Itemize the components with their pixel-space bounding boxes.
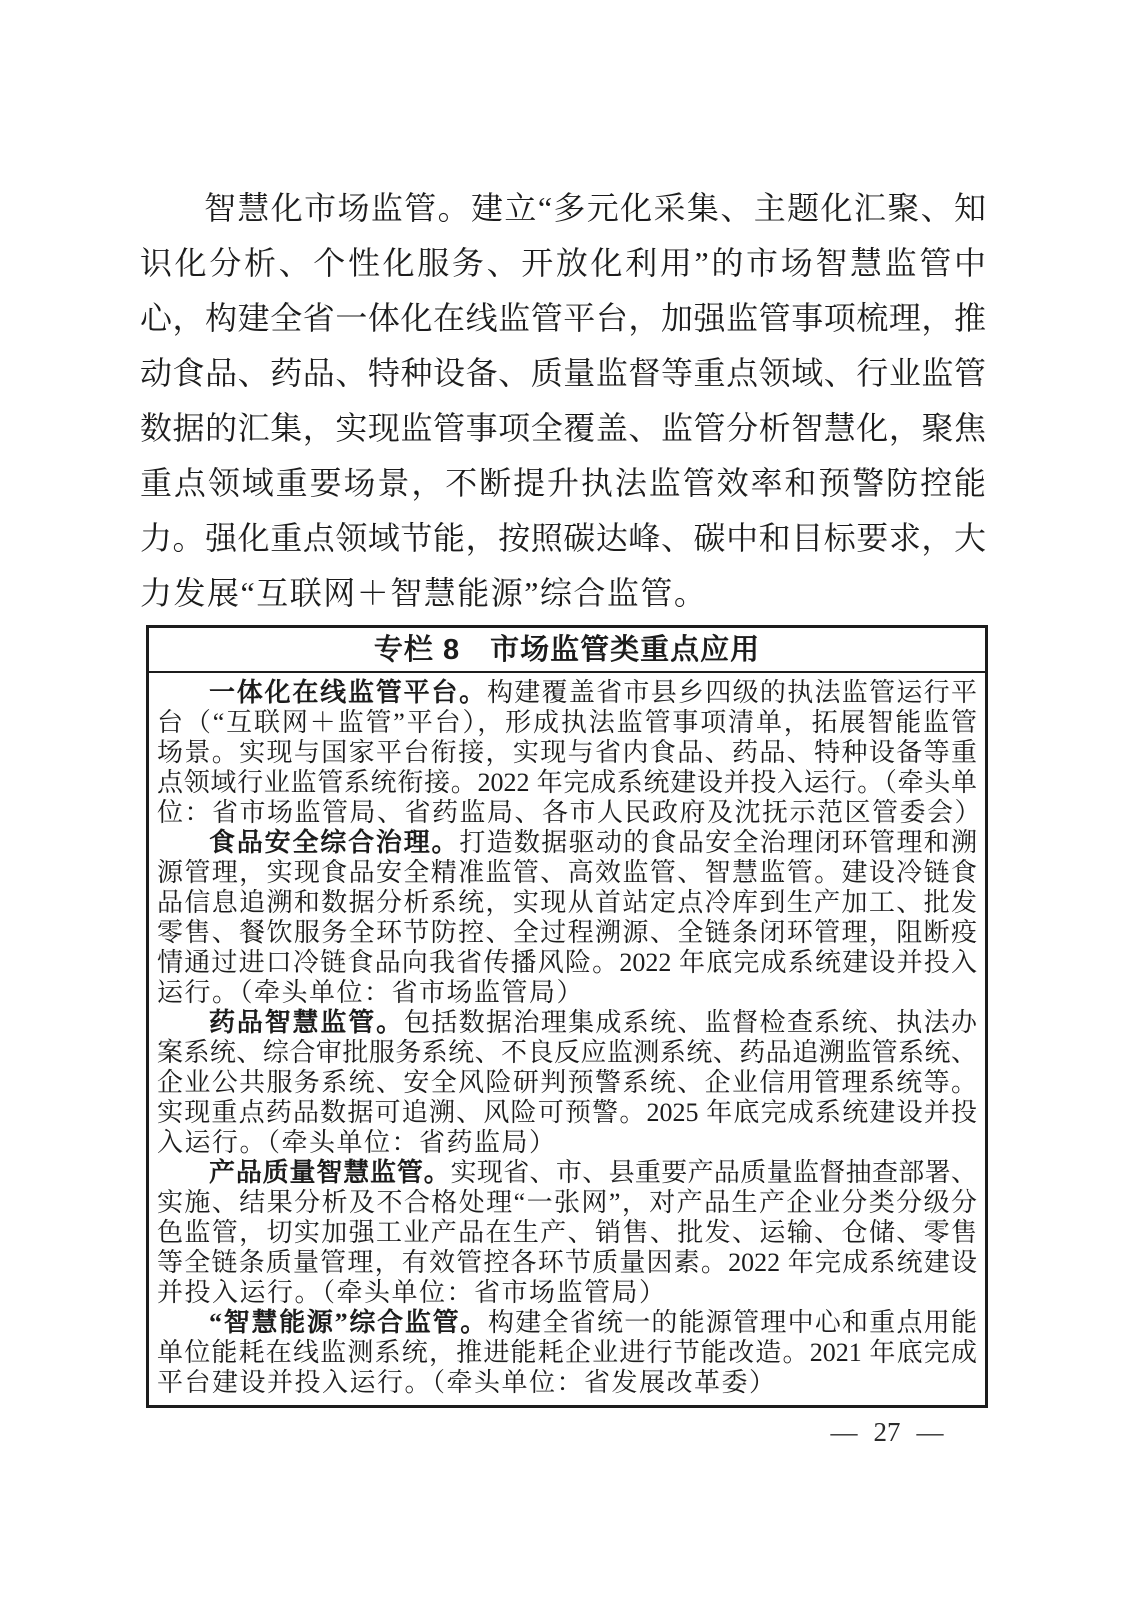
- intro-paragraph: [140, 181, 986, 621]
- intro-text-line: 心，构建全省一体化在线监管平台，加强监管事项梳理，推: [140, 300, 986, 336]
- box-paragraph: [157, 678, 983, 828]
- box-text-line: 平台建设并投入运行。（牵头单位：省发展改革委）: [157, 1368, 777, 1397]
- box-text-line: 并投入运行。（牵头单位：省市场监管局）: [157, 1278, 667, 1307]
- box-text-line: 品信息追溯和数据分析系统，实现从首站定点冷库到生产加工、批发: [157, 888, 977, 917]
- box-text-line: 色监管，切实加强工业产品在生产、销售、批发、运输、仓储、零售: [157, 1218, 977, 1247]
- page-number-dash-right: —: [916, 1417, 944, 1447]
- box-text-line: 情通过进口冷链食品向我省传播风险。2022 年底完成系统建设并投入: [157, 948, 977, 977]
- box-text-line: 一体化在线监管平台。构建覆盖省市县乡四级的执法监管运行平: [209, 678, 977, 707]
- feature-box: [146, 625, 988, 1408]
- box-text-line: 实施、结果分析及不合格处理“一张网”，对产品生产企业分类分级分: [157, 1188, 977, 1217]
- paragraph-bold-lead: 药品智慧监管。: [209, 1008, 404, 1037]
- box-text-line: 食品安全综合治理。打造数据驱动的食品安全治理闭环管理和溯: [209, 828, 977, 857]
- page-number-value: 27: [873, 1417, 901, 1447]
- box-text-line: 位：省市场监管局、省药监局、各市人民政府及沈抚示范区管委会）: [157, 798, 983, 827]
- box-text-line: 单位能耗在线监测系统，推进能耗企业进行节能改造。2021 年底完成: [157, 1338, 977, 1367]
- intro-text-line: 动食品、药品、特种设备、质量监督等重点领域、行业监管: [140, 355, 986, 391]
- box-text-line: 等全链条质量管理，有效管控各环节质量因素。2022 年完成系统建设: [157, 1248, 977, 1277]
- box-text-line: 点领域行业监管系统衔接。2022 年完成系统建设并投入运行。（牵头单: [157, 768, 977, 797]
- box-text-line: 案系统、综合审批服务系统、不良反应监测系统、药品追溯监管系统、: [157, 1038, 977, 1067]
- box-text-line: “智慧能源”综合监管。构建全省统一的能源管理中心和重点用能: [209, 1308, 977, 1337]
- intro-text-line: 识化分析、个性化服务、开放化利用”的市场智慧监管中: [140, 245, 986, 281]
- box-paragraph: [157, 1308, 977, 1398]
- intro-text-line: 力。强化重点领域节能，按照碳达峰、碳中和目标要求，大: [140, 520, 986, 556]
- paragraph-bold-lead: “智慧能源”综合监管。: [209, 1308, 489, 1337]
- box-content: [149, 673, 985, 1405]
- box-paragraph: [157, 828, 977, 1008]
- paragraph-bold-lead: 产品质量智慧监管。: [209, 1158, 451, 1187]
- intro-text-line: 智慧化市场监管。建立“多元化采集、主题化汇聚、知: [204, 190, 986, 226]
- box-text-line: 产品质量智慧监管。实现省、市、县重要产品质量监督抽查部署、: [209, 1158, 977, 1187]
- box-text-line: 药品智慧监管。包括数据治理集成系统、监督检查系统、执法办: [209, 1008, 977, 1037]
- paragraph-bold-lead: 一体化在线监管平台。: [209, 678, 487, 707]
- box-text-line: 台（“互联网＋监管”平台），形成执法监管事项清单，拓展智能监管: [157, 708, 977, 737]
- box-text-line: 运行。（牵头单位：省市场监管局）: [157, 978, 585, 1007]
- paragraph-bold-lead: 食品安全综合治理。: [209, 828, 460, 857]
- intro-text-line: 数据的汇集，实现监管事项全覆盖、监管分析智慧化，聚焦: [140, 410, 986, 446]
- box-paragraph: [157, 1158, 977, 1308]
- box-text-line: 场景。实现与国家平台衔接，实现与省内食品、药品、特种设备等重: [157, 738, 977, 767]
- intro-text-line: 力发展“互联网＋智慧能源”综合监管。: [140, 575, 708, 611]
- page-number-dash-left: —: [830, 1417, 858, 1447]
- box-text-line: 企业公共服务系统、安全风险研判预警系统、企业信用管理系统等。: [157, 1068, 977, 1097]
- page-number: [812, 1417, 962, 1448]
- box-title: 专栏 8 市场监管类重点应用: [149, 628, 985, 673]
- box-text-line: 零售、餐饮服务全环节防控、全过程溯源、全链条闭环管理，阻断疫: [157, 918, 977, 947]
- intro-text-line: 重点领域重要场景，不断提升执法监管效率和预警防控能: [140, 465, 986, 501]
- box-text-line: 入运行。（牵头单位：省药监局）: [157, 1128, 557, 1157]
- box-paragraph: [157, 1008, 977, 1158]
- box-text-line: 实现重点药品数据可追溯、风险可预警。2025 年底完成系统建设并投: [157, 1098, 977, 1127]
- box-text-line: 源管理，实现食品安全精准监管、高效监管、智慧监管。建设冷链食: [157, 858, 977, 887]
